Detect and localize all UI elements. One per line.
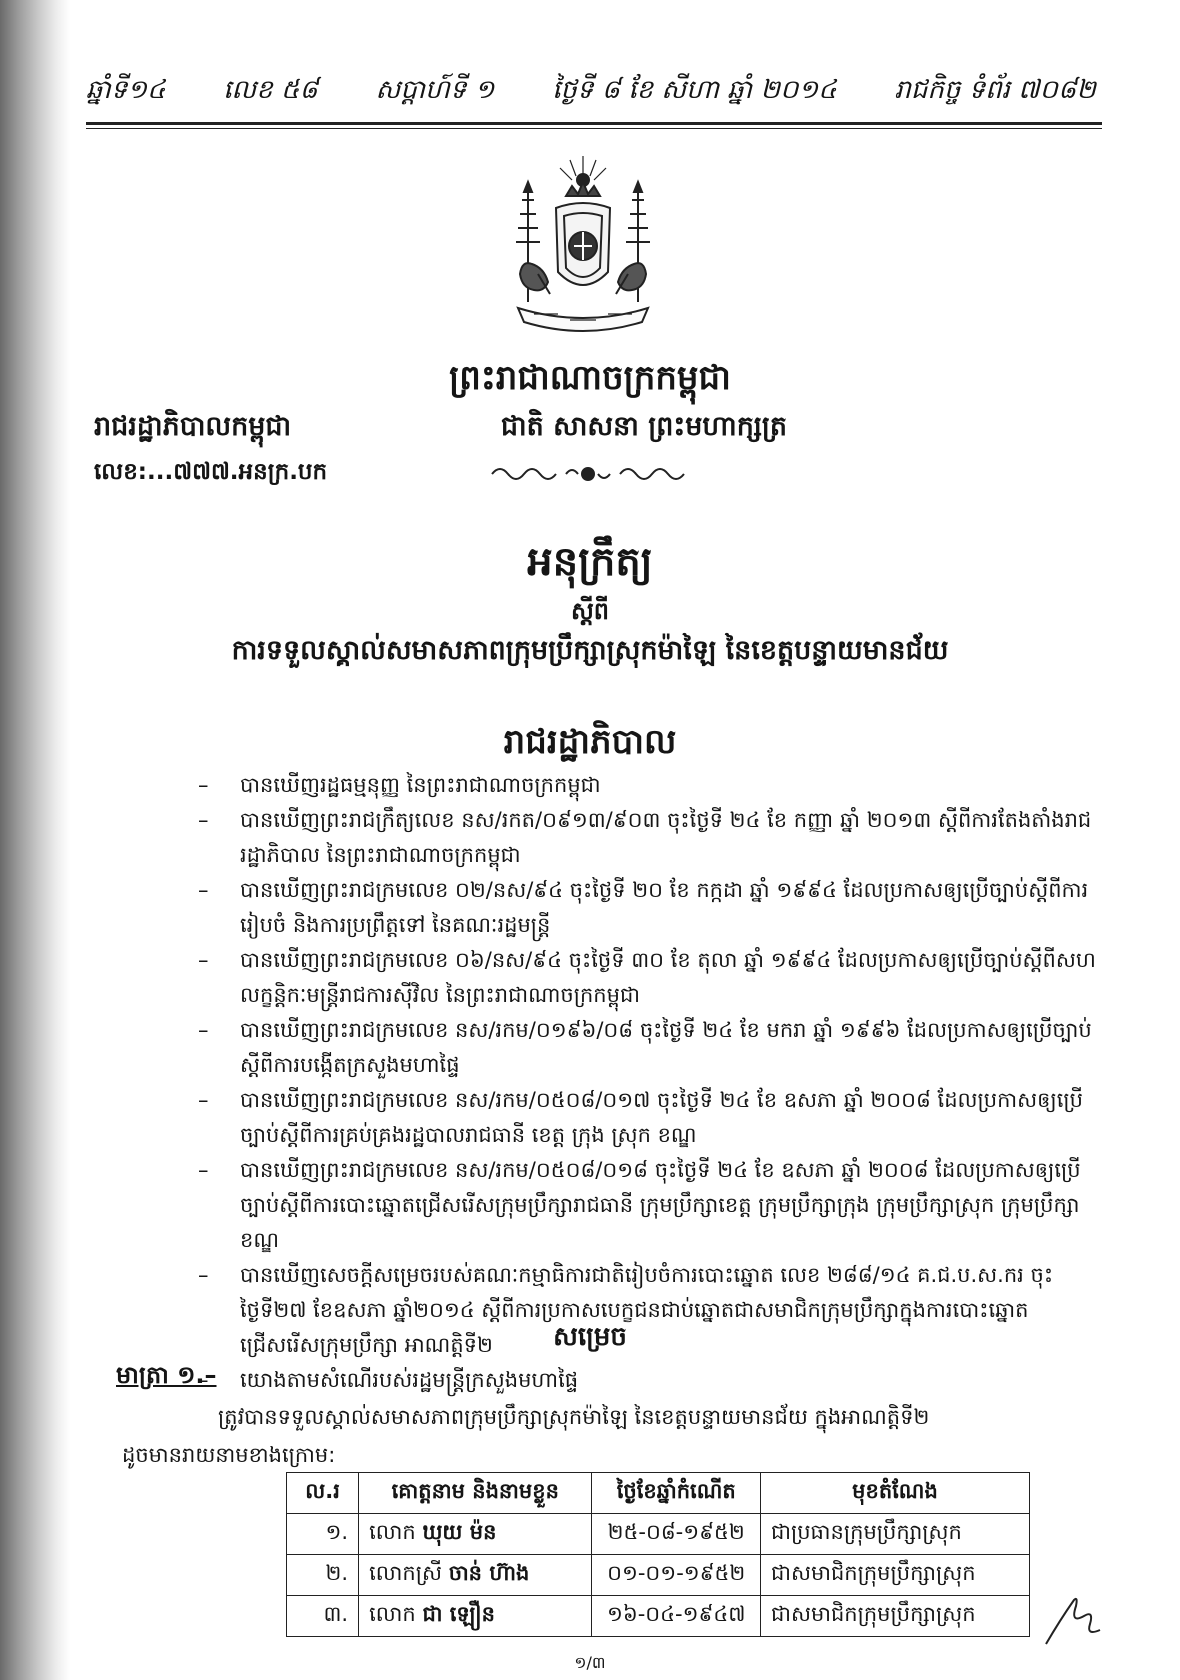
article-1-line-2: ដូចមានរាយនាមខាងក្រោម:: [122, 1443, 336, 1467]
consideration-item: – បានឃើញព្រះរាជក្រមលេខ នស/រកម/០១៩៦/០៨ ចុះថ្ងៃទី ២៤ ខែ មករា ឆ្នាំ ១៩៩៦ ដែលប្រកាសឲ្យប្រើច្បាប់ស្តីពីការបង្កើតក្រសួងមហាផ្ទៃ: [198, 1013, 1108, 1083]
table-row: [287, 1514, 1030, 1555]
article-1-title: មាត្រា ១.–: [116, 1361, 217, 1389]
member-number: ២.: [287, 1555, 359, 1596]
document-number: លេខ:...៧៧៧.អនក្រ.បក: [94, 459, 328, 485]
consideration-item: – យោងតាមសំណើរបស់រដ្ឋមន្ត្រីក្រសួងមហាផ្ទៃ: [198, 1363, 1108, 1398]
member-position: ជាសមាជិកក្រុមប្រឹក្សាស្រុក: [760, 1555, 1029, 1596]
gazette-year: ឆ្នាំទី១៤: [86, 75, 166, 105]
member-position: ជាសមាជិកក្រុមប្រឹក្សាស្រុក: [760, 1596, 1029, 1637]
royal-coat-of-arms-icon: [488, 152, 678, 342]
member-name-cell: [359, 1596, 592, 1637]
gazette-date: ថ្ងៃទី ៨ ខែ សីហា ឆ្នាំ ២០១៤: [552, 75, 837, 105]
member-number: ៣.: [287, 1596, 359, 1637]
header-birth-date: ថ្ងៃខែឆ្នាំកំណើត: [592, 1473, 761, 1514]
member-position: ជាប្រធានក្រុមប្រឹក្សាស្រុក: [760, 1514, 1029, 1555]
member-name: ឃុយ ម៉ន: [422, 1519, 497, 1544]
ornament-divider-icon: [488, 462, 688, 486]
member-title: លោកស្រី: [369, 1560, 442, 1585]
header-position: មុខតំណែង: [760, 1473, 1029, 1514]
member-name: ជា ឡឿន: [422, 1601, 495, 1626]
page-number: ១/៣: [574, 1653, 606, 1672]
about-label: ស្តីពី: [570, 597, 610, 625]
header-divider-thin: [86, 128, 1102, 129]
table-row: [287, 1596, 1030, 1637]
table-row: [287, 1555, 1030, 1596]
national-motto: ជាតិ សាសនា ព្រះមហាក្សត្រ: [500, 411, 788, 442]
kingdom-title: ព្រះរាជាណាចក្រកម្ពុជា: [449, 358, 731, 398]
header-number: ល.រ: [287, 1473, 359, 1514]
member-birth-date: ០១-០១-១៩៥២: [592, 1555, 761, 1596]
gazette-header: [86, 70, 1096, 114]
gazette-issue: លេខ ៥៨: [223, 75, 318, 105]
decision-heading: សម្រេច: [553, 1322, 627, 1352]
government-label: រាជរដ្ឋាភិបាលកម្ពុជា: [94, 411, 292, 442]
member-birth-date: ២៥-០៨-១៩៥២: [592, 1514, 761, 1555]
member-title: លោក: [369, 1601, 416, 1626]
consideration-item: – បានឃើញរដ្ឋធម្មនុញ្ញ នៃព្រះរាជាណាចក្រកម្ពុជា: [198, 768, 1108, 803]
consideration-item: – បានឃើញសេចក្តីសម្រេចរបស់គណៈកម្មាធិការជាតិរៀបចំការបោះឆ្នោត លេខ ២៨៨/១៤ គ.ជ.ប.ស.ករ ចុះថ្ងៃទី២៧ ខែឧសភា ឆ្នាំ២០១៤ ស្តីពីការប្រកាសបេក្ខជនជាប់ឆ្នោតជាសមាជិកក្រុមប្រឹក្សាក្នុងការបោះឆ្នោតជ្រើសរើសក្រុមប្រឹក្សា អាណត្តិទី២: [198, 1258, 1108, 1363]
member-name-cell: [359, 1555, 592, 1596]
issuing-authority-block: [94, 410, 394, 491]
header-name: គោត្តនាម និងនាមខ្លួន: [359, 1473, 592, 1514]
member-name: ចាន់ ហ៊ាង: [448, 1560, 530, 1585]
table-header-row: [287, 1473, 1030, 1514]
consideration-item: – បានឃើញព្រះរាជក្រមលេខ ០២/នស/៩៤ ចុះថ្ងៃទី ២០ ខែ កក្កដា ឆ្នាំ ១៩៩៤ ដែលប្រកាសឲ្យប្រើច្បាប់ស្តីពីការរៀបចំ និងការប្រព្រឹត្តទៅ នៃគណៈរដ្ឋមន្ត្រី: [198, 873, 1108, 943]
scan-edge-shadow: [0, 0, 70, 1680]
consideration-item: – បានឃើញព្រះរាជក្រមលេខ នស/រកម/០៥០៨/០១៧ ចុះថ្ងៃទី ២៤ ខែ ឧសភា ឆ្នាំ ២០០៨ ដែលប្រកាសឲ្យប្រើច្បាប់ស្តីពីការគ្រប់គ្រងរដ្ឋបាលរាជធានី ខេត្ត ក្រុង ស្រុក ខណ្ឌ: [198, 1083, 1108, 1153]
document-subject: ការទទួលស្គាល់សមាសភាពក្រុមប្រឹក្សាស្រុកម៉ាឡៃ នៃខេត្តបន្ទាយមានជ័យ: [231, 635, 949, 666]
article-1-body: [122, 1398, 1098, 1474]
member-birth-date: ១៦-០៤-១៩៤៧: [592, 1596, 761, 1637]
member-number: ១.: [287, 1514, 359, 1555]
issuer-heading: រាជរដ្ឋាភិបាល: [503, 722, 677, 762]
considerations-list: [198, 768, 1108, 1398]
member-name-cell: [359, 1514, 592, 1555]
initial-signature-icon: [1040, 1590, 1110, 1650]
council-members-table: [286, 1472, 1030, 1637]
document-type-title: អនុក្រឹត្យ: [527, 539, 653, 585]
member-title: លោក: [369, 1519, 416, 1544]
consideration-item: – បានឃើញព្រះរាជក្រឹត្យលេខ នស/រកត/០៩១៣/៩០៣ ចុះថ្ងៃទី ២៤ ខែ កញ្ញា ឆ្នាំ ២០១៣ ស្តីពីការតែងតាំងរាជរដ្ឋាភិបាល នៃព្រះរាជាណាចក្រកម្ពុជា: [198, 803, 1108, 873]
gazette-week: សប្តាហ៍ទី ១: [375, 75, 495, 105]
gazette-page-ref: រាជកិច្ច ទំព័រ ៧០៨២: [894, 75, 1096, 105]
header-divider: [86, 122, 1102, 125]
article-1-line-1: ត្រូវបានទទួលស្គាល់សមាសភាពក្រុមប្រឹក្សាស្រុកម៉ាឡៃ នៃខេត្តបន្ទាយមានជ័យ ក្នុងអាណត្តិទី២: [218, 1405, 930, 1429]
consideration-item: – បានឃើញព្រះរាជក្រមលេខ នស/រកម/០៥០៨/០១៨ ចុះថ្ងៃទី ២៤ ខែ ឧសភា ឆ្នាំ ២០០៨ ដែលប្រកាសឲ្យប្រើច្បាប់ស្តីពីការបោះឆ្នោតជ្រើសរើសក្រុមប្រឹក្សារាជធានី ក្រុមប្រឹក្សាខេត្ត ក្រុមប្រឹក្សាក្រុង ក្រុមប្រឹក្សាស្រុក ក្រុមប្រឹក្សាខណ្ឌ: [198, 1153, 1108, 1258]
consideration-item: – បានឃើញព្រះរាជក្រមលេខ ០៦/នស/៩៤ ចុះថ្ងៃទី ៣០ ខែ តុលា ឆ្នាំ ១៩៩៤ ដែលប្រកាសឲ្យប្រើច្បាប់ស្តីពីសហលក្ខន្តិកៈមន្ត្រីរាជការស៊ីវិល នៃព្រះរាជាណាចក្រកម្ពុជា: [198, 943, 1108, 1013]
